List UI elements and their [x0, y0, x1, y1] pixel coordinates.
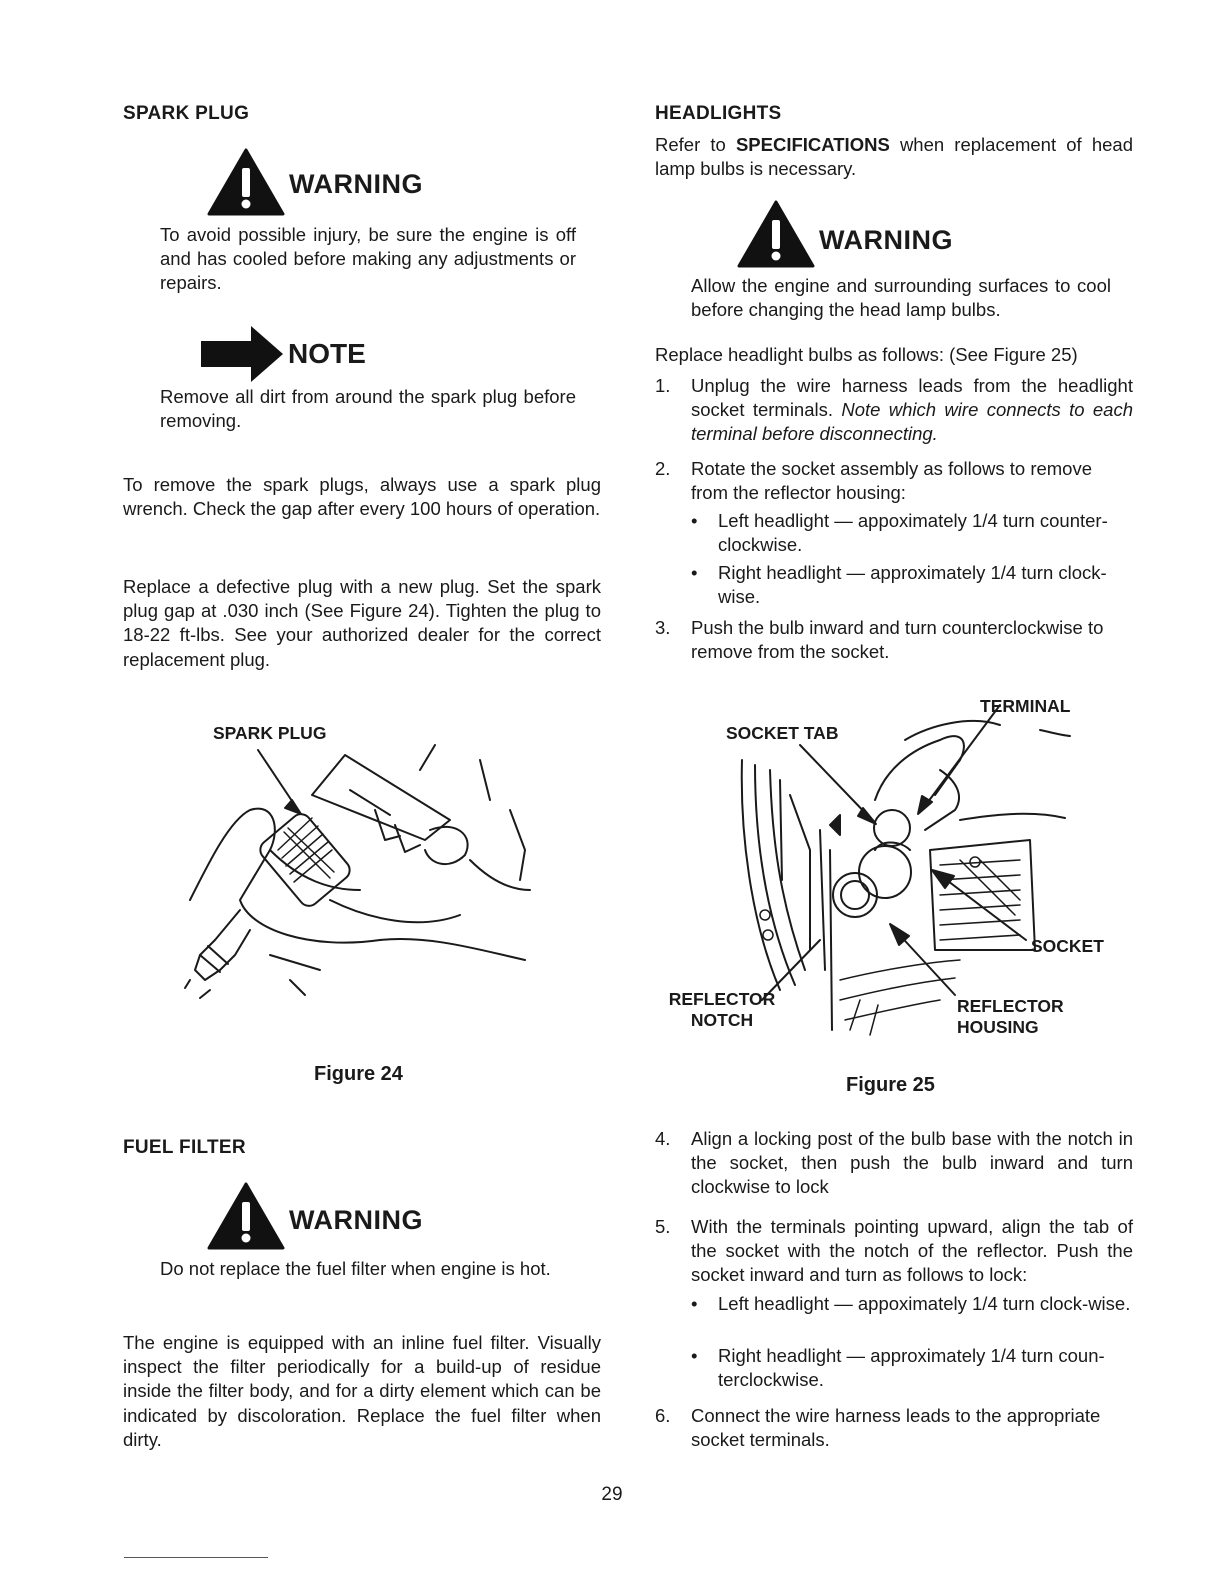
fuel-filter-warning-header [207, 1180, 507, 1250]
warning-icon [207, 148, 285, 216]
spark-plug-note-text: Remove all dirt from around the spark plug before removing. [160, 386, 576, 432]
warning-title: WARNING [819, 225, 953, 255]
list-item: 3. Push the bulb inward and turn counterclockwise to remove from the socket. [655, 617, 1104, 663]
figure25-label-terminal: TERMINAL [980, 696, 1071, 716]
list-item: 5. With the terminals pointing upward, align the tab of the socket with the notch of the reflector. Push the socket inward and turn as follows to lock: [655, 1216, 1133, 1286]
headlights-replace-intro: Replace headlight bulbs as follows: (See Figure 25) [655, 344, 1078, 365]
spark-plug-note-header [201, 326, 441, 382]
figure24-label-spark-plug: SPARK PLUG [213, 723, 327, 743]
warning-title: WARNING [289, 1205, 423, 1235]
bullet-item: • Left headlight — appoximately 1/4 turn clock-wise. [691, 1293, 1131, 1314]
headlights-warning-text: Allow the engine and surrounding surfaces to cool before changing the head lamp bulbs. [691, 275, 1111, 321]
headlights-warning-header [737, 198, 1037, 268]
spark-plug-para-2: Replace a defective plug with a new plug. Set the spark plug gap at .030 inch (See Figure 24). Tighten the plug to 18-22 ft-lbs. See your authorized dealer for the correct replacement plug. [123, 576, 601, 670]
warning-title: WARNING [289, 169, 423, 199]
figure25-label-socket-tab: SOCKET TAB [726, 723, 839, 743]
warning-icon [737, 200, 815, 268]
list-item: 1. Unplug the wire harness leads from the headlight socket terminals. Note which wire connects to each terminal before disconnecting. [655, 375, 1133, 445]
step-list-lower [655, 1127, 1133, 1454]
figure25-label-socket: SOCKET [1031, 936, 1104, 956]
figure25-label-reflector-housing: REFLECTOR HOUSING [957, 996, 1064, 1037]
figure25-headlight-illustration [700, 700, 1080, 1050]
arrow-right-icon [201, 326, 283, 382]
fuel-filter-heading: FUEL FILTER [123, 1137, 246, 1158]
fuel-filter-para: The engine is equipped with an inline fuel filter. Visually inspect the filter periodically for a build-up of residue inside the filter body, and for a dirty element which can be indicated by discoloration. Replace the fuel filter when dirty. [123, 1332, 601, 1450]
list-item: 6. Connect the wire harness leads to the appropriate socket terminals. [655, 1405, 1101, 1451]
headlights-intro: Refer to SPECIFICATIONS when replacement of head lamp bulbs is necessary. [655, 134, 1133, 180]
spark-plug-warning-text: To avoid possible injury, be sure the engine is off and has cooled before making any adjustments or repairs. [160, 224, 576, 294]
bullet-item: • Right headlight — approximately 1/4 turn coun-terclockwise. [691, 1345, 1105, 1391]
fuel-filter-warning-text: Do not replace the fuel filter when engine is hot. [160, 1258, 551, 1279]
list-item: 2. Rotate the socket assembly as follows to remove from the reflector housing: [655, 458, 1093, 504]
spark-plug-heading: SPARK PLUG [123, 103, 250, 124]
spark-plug-warning-header [207, 146, 507, 216]
bullet-item: • Left headlight — appoximately 1/4 turn counter-clockwise. [691, 510, 1108, 556]
figure25-label-reflector-notch: REFLECTOR NOTCH [668, 989, 776, 1030]
warning-icon [207, 1182, 285, 1250]
figure25-caption: Figure 25 [846, 1074, 935, 1096]
specifications-reference: SPECIFICATIONS [735, 134, 890, 155]
spark-plug-para-1: To remove the spark plugs, always use a spark plug wrench. Check the gap after every 100 hours of operation. [123, 474, 601, 520]
headlights-heading: HEADLIGHTS [655, 103, 782, 124]
figure24-spark-plug-illustration [180, 740, 550, 1000]
bullet-item: • Right headlight — approximately 1/4 turn clock-wise. [691, 562, 1107, 608]
list-item: 4. Align a locking post of the bulb base with the notch in the socket, then push the bulb inward and turn clockwise to lock [655, 1128, 1133, 1198]
footer-rule [124, 1557, 268, 1558]
step-list-upper [655, 374, 1133, 666]
note-title: NOTE [288, 338, 366, 369]
figure24-caption: Figure 24 [314, 1063, 403, 1085]
page-number: 29 [601, 1484, 623, 1505]
